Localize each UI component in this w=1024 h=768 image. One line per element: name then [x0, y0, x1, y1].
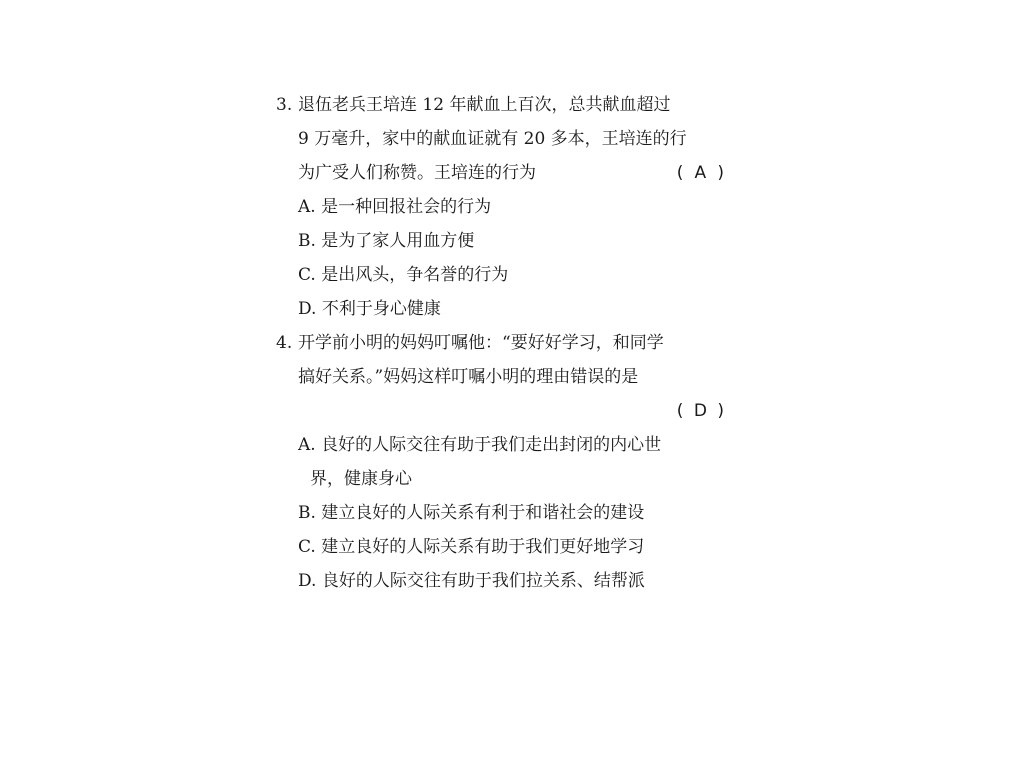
q3-answer-close: ) [717, 163, 724, 183]
q4-answer [677, 394, 724, 428]
q3-answer [677, 156, 724, 190]
q3-stem-text-1: 退伍老兵王培连 12 年献血上百次，总共献血超过 [298, 95, 671, 115]
q4-answer-letter: D [693, 401, 707, 421]
q4-answer-line [276, 394, 736, 428]
q4-option-c: C. 建立良好的人际关系有助于我们更好地学习 [298, 537, 645, 557]
q4-answer-close: ) [717, 401, 724, 421]
q3-stem-text-3: 为广受人们称赞。王培连的行为 [298, 163, 536, 183]
q3-stem-line-2: 9 万毫升，家中的献血证就有 20 多本，王培连的行 [298, 129, 687, 149]
q3-stem-line-1 [276, 88, 736, 122]
q3-option-d: D. 不利于身心健康 [298, 299, 441, 319]
q3-number: 3. [276, 95, 293, 115]
q3-option-a: A. 是一种回报社会的行为 [298, 197, 492, 217]
q3-answer-open: ( [676, 163, 684, 183]
q4-option-d: D. 良好的人际交往有助于我们拉关系、结帮派 [298, 571, 645, 591]
q4-option-a-line-2: 界，健康身心 [310, 469, 412, 489]
q4-stem-line-2: 搞好关系。”妈妈这样叮嘱小明的理由错误的是 [298, 367, 639, 387]
q4-option-b: B. 建立良好的人际关系有利于和谐社会的建设 [298, 503, 645, 523]
q4-option-a-line-1: A. 良好的人际交往有助于我们走出封闭的内心世 [298, 435, 662, 455]
q3-answer-letter: A [694, 163, 707, 183]
q3-stem-line-3 [276, 156, 736, 190]
q4-number: 4. [276, 333, 293, 353]
q3-option-b: B. 是为了家人用血方便 [298, 231, 475, 251]
q3-option-c: C. 是出风头，争名誉的行为 [298, 265, 509, 285]
worksheet [276, 88, 736, 598]
q4-stem-text-1: 开学前小明的妈妈叮嘱他：“要好好学习，和同学 [298, 333, 664, 353]
q4-answer-open: ( [676, 401, 684, 421]
q4-stem-line-1 [276, 326, 736, 360]
